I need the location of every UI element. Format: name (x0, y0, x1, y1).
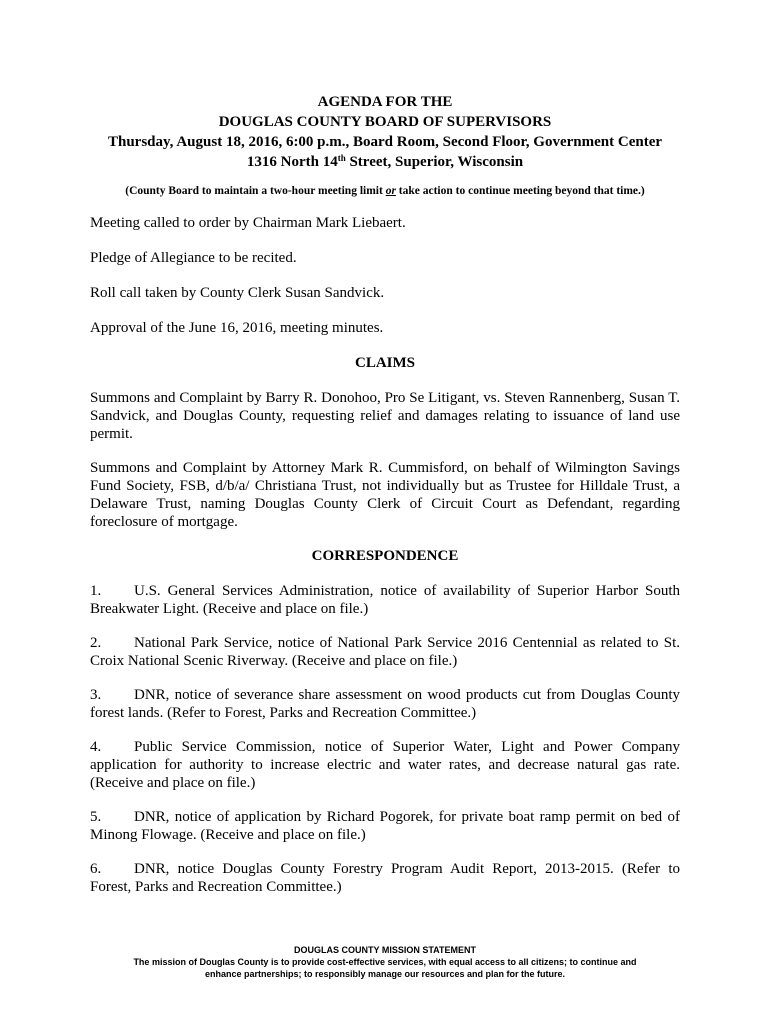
correspondence-item (90, 860, 680, 896)
claim-item: Summons and Complaint by Attorney Mark R. Cummisford, on behalf of Wilmington Savings Fund Society, FSB, d/b/a/ Christiana Trust, not individually but as Trustee for Hilldale Trust, a Delaware Trust, naming Douglas County Clerk of Circuit Court as Defendant, regarding foreclosure of mortgage. (90, 460, 680, 530)
claims-heading: CLAIMS (354, 355, 415, 371)
item-number: 6. (90, 861, 102, 877)
mission-title: DOUGLAS COUNTY MISSION STATEMENT (293, 945, 476, 955)
mission-statement (90, 944, 680, 980)
correspondence-heading: CORRESPONDENCE (311, 548, 459, 564)
minutes-approval: Approval of the June 16, 2016, meeting minutes. (90, 320, 384, 336)
correspondence-item (90, 686, 680, 722)
item-text: DNR, notice of severance share assessment on wood products cut from Douglas County forest lands. (Refer to Forest, Parks and Recreation Committee.) (90, 687, 680, 721)
address-rest: Street, Superior, Wisconsin (345, 154, 524, 170)
item-number: 3. (90, 687, 102, 703)
correspondence-item (90, 808, 680, 844)
call-to-order: Meeting called to order by Chairman Mark Liebaert. (90, 215, 406, 231)
note-part-2: take action to continue meeting beyond that time.) (395, 185, 645, 197)
item-number: 2. (90, 635, 102, 651)
header-line-1: AGENDA FOR THE (317, 94, 453, 110)
pledge: Pledge of Allegiance to be recited. (90, 250, 297, 266)
header-line-3: Thursday, August 18, 2016, 6:00 p.m., Board Room, Second Floor, Government Center (107, 134, 663, 150)
address-number: 1316 North 14 (246, 154, 338, 170)
note-emphasis: or (385, 185, 396, 197)
address-suffix: th (337, 153, 346, 163)
item-text: Public Service Commission, notice of Superior Water, Light and Power Company application for authority to increase electric and water rates, and decrease natural gas rate. (Receive and place on file.) (90, 739, 680, 791)
item-number: 5. (90, 809, 102, 825)
correspondence-item (90, 582, 680, 618)
correspondence-item (90, 738, 680, 792)
item-number: 1. (90, 583, 102, 599)
meeting-limit-note (90, 184, 680, 198)
header-line-2: DOUGLAS COUNTY BOARD OF SUPERVISORS (218, 114, 552, 130)
agenda-page (90, 92, 680, 896)
note-part-1: (County Board to maintain a two-hour meeting limit (125, 185, 386, 197)
item-number: 4. (90, 739, 102, 755)
header-line-4 (90, 152, 680, 172)
roll-call: Roll call taken by County Clerk Susan Sandvick. (90, 285, 385, 301)
mission-line-2: enhance partnerships; to responsibly manage our resources and plan for the future. (204, 969, 566, 979)
item-text: National Park Service, notice of National Park Service 2016 Centennial as related to St. Croix National Scenic Riverway. (Receive and place on file.) (90, 635, 680, 669)
correspondence-item (90, 634, 680, 670)
mission-line-1: The mission of Douglas County is to provide cost-effective services, with equal access to all citizens; to continue and (133, 957, 637, 967)
claim-item: Summons and Complaint by Barry R. Donohoo, Pro Se Litigant, vs. Steven Rannenberg, Susan T. Sandvick, and Douglas County, requesting relief and damages relating to issuance of land use permit. (90, 390, 680, 442)
item-text: DNR, notice of application by Richard Pogorek, for private boat ramp permit on bed of Minong Flowage. (Receive and place on file.) (90, 809, 680, 843)
agenda-header (90, 92, 680, 172)
item-text: DNR, notice Douglas County Forestry Program Audit Report, 2013-2015. (Refer to Forest, Parks and Recreation Committee.) (90, 861, 680, 895)
item-text: U.S. General Services Administration, notice of availability of Superior Harbor South Breakwater Light. (Receive and place on file.) (90, 583, 680, 617)
